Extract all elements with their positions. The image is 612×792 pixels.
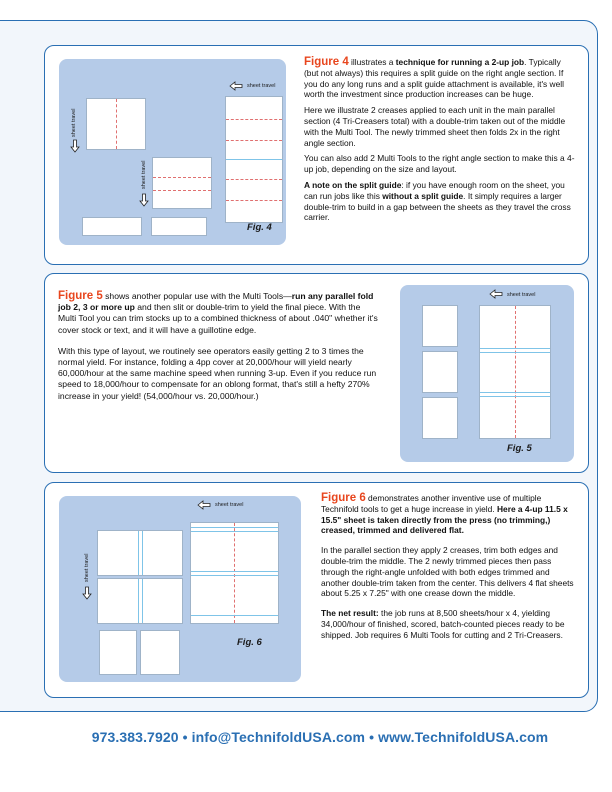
sheet-folded <box>151 217 207 236</box>
contact-footer <box>0 729 612 745</box>
figure-5-panel <box>44 273 589 473</box>
sheet-folded <box>82 217 142 236</box>
sheet-travel-arrow-icon <box>489 289 503 299</box>
sheet-travel-arrow-icon <box>229 81 243 91</box>
figure-4-p2: Here we illustrate 2 creases applied to each unit in the main parallel section (4 Tri-Creasers total) with a double-trim taken out of the middle with the Multi Tool. The newly trimmed sheet then folds 2x in the right angle section. <box>304 105 566 148</box>
sheet-travel-label: sheet travel <box>507 292 536 298</box>
figure-6-p1-bold: Here a 4-up 11.5 x 15.5" sheet is taken directly from the press (no trimming,) creased, trimmed and delivered flat. <box>321 503 568 536</box>
figure-4-p4-mid: : if you have enough room on the sheet, you can run jobs like this <box>304 179 565 201</box>
figure-4-text <box>304 57 576 228</box>
figure-5-p1-bold: run any parallel fold job 2, 3 or more up <box>58 291 374 313</box>
sheet-unit <box>422 397 458 439</box>
sheet-travel-down-arrow-icon <box>82 586 92 600</box>
figure-6-panel <box>44 482 589 698</box>
figure-6-heading: Figure 6 <box>321 492 366 504</box>
figure-6-p2: In the parallel section they apply 2 creases, trim both edges and double-trim the middle. The 2 newly trimmed pieces then pass through the right-angle unfolded with both edges trimmed and another double-trim taken from the center. This delivers 4 flat sheets about 5.25 x 7.25" with one crease down the middle. <box>321 545 574 599</box>
sheet-folded <box>99 630 137 675</box>
figure-4-p4-bold2: without a split guide <box>382 190 464 201</box>
sheet-travel-arrow-icon <box>197 500 211 510</box>
sheet-folded <box>140 630 180 675</box>
sheet-travel-label-vertical: sheet travel <box>84 553 90 582</box>
figure-6-diagram <box>59 496 301 682</box>
sheet-full <box>225 96 283 223</box>
sheet-unit <box>86 98 146 150</box>
figure-4-heading: Figure 4 <box>304 56 349 68</box>
figure-4-p1-lead: illustrates a <box>348 57 396 67</box>
sheet-full <box>190 522 279 624</box>
sheet-travel-label-vertical: sheet travel <box>71 108 77 137</box>
footer-separator: • <box>369 729 375 745</box>
figure-6-caption: Fig. 6 <box>237 637 262 648</box>
figure-4-p4-bold1: A note on the split guide <box>304 179 402 190</box>
footer-separator: • <box>182 729 188 745</box>
sheet-travel-label: sheet travel <box>215 502 244 508</box>
figure-5-p2: With this type of layout, we routinely see operators easily getting 2 to 3 times the normal yield. For instance, folding a 4pp cover at 20,000/hour will yield nearly 60,000/hour at the same machine speed when running 3-up. Even if you reduce run speed to 18,000/hour to compensate for an oblong format, that's still a hefty 270% increase in your yield! (54,000/hour vs. 20,000/hour.) <box>58 345 377 401</box>
sheet-travel-label: sheet travel <box>247 83 276 89</box>
figure-6-text <box>321 493 578 646</box>
sheet-unit <box>97 578 183 624</box>
figure-4-p1-bold: technique for running a 2-up job <box>395 57 525 67</box>
figure-6-p3-rest: the job runs at 8,500 sheets/hour x 4, yielding 34,000/hour of finished, scored, batch-counted pieces ready to be shipped. Job requires 6 Multi Tools for cutting and 2 Tri-Creasers. <box>321 608 565 640</box>
figure-5-diagram <box>400 285 574 462</box>
sheet-full <box>479 305 551 439</box>
figure-4-p1-rest: . Typically (but not always) this requires a split guide on the right angle section. If you do any long runs and a split guide attachment is available, it's well worth the investment since production increases can be huge. <box>304 57 564 100</box>
figure-6-p3-bold: The net result: <box>321 608 379 619</box>
figure-5-caption: Fig. 5 <box>507 443 532 454</box>
footer-phone[interactable]: 973.383.7920 <box>91 729 179 745</box>
figure-5-heading: Figure 5 <box>58 290 103 302</box>
footer-website-link[interactable]: www.TechnifoldUSA.com <box>378 729 549 745</box>
figure-4-panel <box>44 45 589 265</box>
figure-4-caption: Fig. 4 <box>247 222 272 233</box>
figure-5-p1-lead: shows another popular use with the Multi Tools— <box>102 291 292 301</box>
sheet-unit <box>422 351 458 393</box>
sheet-travel-label-vertical: sheet travel <box>141 160 147 189</box>
figure-4-p4-rest: . It simply requires a larger double-trim to build in a gap between the sheets as they travel the cross carrier. <box>304 190 571 223</box>
figure-6-p1-lead: demonstrates another inventive use of multiple Technifold tools to get a huge increase in yield. <box>321 493 542 514</box>
sheet-unit <box>152 157 212 209</box>
sheet-travel-down-arrow-icon <box>70 139 80 153</box>
sheet-travel-down-arrow-icon <box>139 193 149 207</box>
figure-4-diagram <box>59 59 286 245</box>
figure-5-p1-rest: and then slit or double-trim to yield the final piece. With the Multi Tool you can trim stocks up to a combined thickness of about .040" whether it's cover stock or text, and it will have a guillotine edge. <box>58 302 378 335</box>
sheet-unit <box>97 530 183 576</box>
footer-email-link[interactable]: info@TechnifoldUSA.com <box>191 729 366 745</box>
sheet-unit <box>422 305 458 347</box>
figure-4-p3: You can also add 2 Multi Tools to the right angle section to make this a 4-up job, depending on the size and layout. <box>304 153 575 175</box>
figure-5-text <box>58 291 378 407</box>
